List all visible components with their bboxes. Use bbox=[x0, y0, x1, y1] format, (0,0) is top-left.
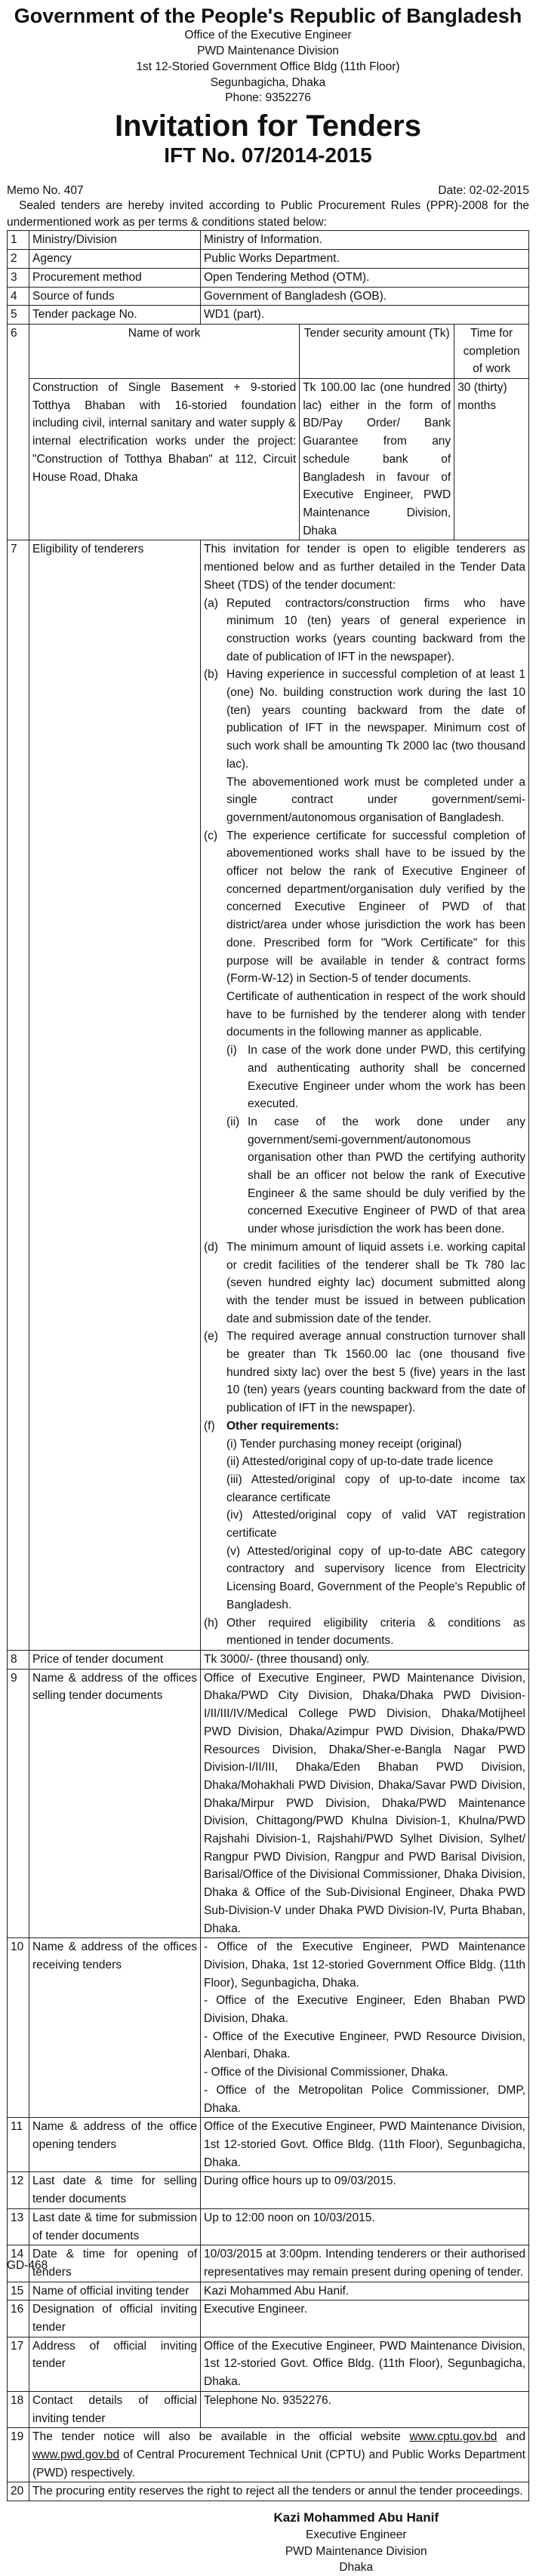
row-label: Last date & time for selling tender documents bbox=[29, 2172, 201, 2208]
row-number: 7 bbox=[8, 540, 29, 1651]
table-row bbox=[8, 1651, 529, 1670]
table-row bbox=[8, 2118, 529, 2172]
footer-code: GD-468 bbox=[7, 2259, 48, 2272]
row-number: 20 bbox=[8, 2482, 29, 2501]
list-key: (c) bbox=[204, 829, 218, 842]
cptu-website-link[interactable]: www.cptu.gov.bd bbox=[409, 2430, 497, 2444]
list-key: (f) bbox=[204, 1419, 215, 1433]
row-label: Procurement method bbox=[29, 268, 201, 287]
notice-title: Invitation for Tenders bbox=[115, 109, 421, 143]
website-notice bbox=[29, 2428, 529, 2482]
row-number: 9 bbox=[8, 1669, 29, 1938]
notice-text: of Central Procurement Technical Unit (CPTU) and Public Works Department (PWD) respectively. bbox=[32, 2448, 525, 2479]
signature-block bbox=[7, 2509, 529, 2576]
tender-notice bbox=[7, 5, 529, 2574]
table-row bbox=[8, 540, 529, 1651]
notice-text: and bbox=[497, 2430, 526, 2444]
row-value: Office of Executive Engineer, PWD Maintenance Division, Dhaka/PWD City Division, Dhaka/Dhaka PWD Division-I/II/III/IV/Medical College PWD Division, Dhaka/Motijheel PWD Division, Dhaka/Azimpur PWD Division, Dhaka/PWD Resources Division, Dhaka/Sher-e-Bangla Nagar PWD Division-I/II/III, Dhaka/Eden Bhaban PWD Division, Dhaka/Mohakhali PWD Division, Dhaka/Savar PWD Division, Dhaka/Mirpur PWD Division, Dhaka/PWD Maintenance Division, Chittagong/PWD Khulna Division-1, Khulna/PWD Rajshahi Division-1, Rajshahi/PWD Sylhet Division, Sylhet/ Rangpur PWD Division, Rangpur and PWD Barisal Division, Barisal/Office of the Divisional Commissioner, Dhaka Division, Dhaka & Office of the Sub-Divisional Engineer, Dhaka PWD Sub-Division-V under Dhaka PWD Division-IV, Purta Bhaban, Dhaka. bbox=[201, 1669, 529, 1938]
office-name: Office of the Executive Engineer bbox=[184, 28, 352, 42]
list-key: (b) bbox=[204, 668, 218, 682]
row-label: Contact details of official inviting tender bbox=[29, 2391, 201, 2427]
column-header-time: Time for completion of work bbox=[454, 324, 529, 378]
table-row bbox=[8, 231, 529, 250]
tender-table bbox=[7, 230, 529, 2501]
notice-text: The tender notice will also be available in the official website bbox=[32, 2430, 410, 2444]
table-row bbox=[8, 268, 529, 287]
requirement-item: (iv) Attested/original copy of valid VAT registration certificate bbox=[226, 1509, 525, 1540]
column-header-work: Name of work bbox=[29, 324, 300, 378]
list-item bbox=[204, 1417, 525, 1436]
row-number: 2 bbox=[8, 250, 29, 269]
list-key: (ii) bbox=[226, 1115, 240, 1128]
table-row bbox=[8, 2301, 529, 2337]
completion-time: 30 (thirty) months bbox=[454, 379, 529, 540]
row-label: Eligibility of tenderers bbox=[29, 540, 201, 1651]
row-value: Tk 3000/- (three thousand) only. bbox=[201, 1651, 529, 1670]
row-label: Tender package No. bbox=[29, 306, 201, 325]
row-number: 17 bbox=[8, 2337, 29, 2391]
eligibility-details bbox=[201, 540, 529, 1651]
table-row bbox=[8, 2428, 529, 2482]
row-number: 5 bbox=[8, 306, 29, 325]
building-address: 1st 12-Storied Government Office Bldg (11th Floor) bbox=[136, 60, 400, 73]
row-number: 1 bbox=[8, 231, 29, 250]
row-value: 10/03/2015 at 3:00pm. Intending tenderers or their authorised representatives may remain present during opening of tender. bbox=[201, 2245, 529, 2282]
row-number: 16 bbox=[8, 2301, 29, 2337]
row-label: Name & address of the office opening tenders bbox=[29, 2118, 201, 2172]
memo-line bbox=[7, 184, 529, 198]
row-number: 4 bbox=[8, 287, 29, 306]
ift-number: IFT No. 07/2014-2015 bbox=[164, 143, 372, 168]
row-label: Name of official inviting tender bbox=[29, 2282, 201, 2301]
row-value: Public Works Department. bbox=[201, 250, 529, 269]
row-label: Ministry/Division bbox=[29, 231, 201, 250]
sub-list-item bbox=[204, 1113, 525, 1239]
list-item bbox=[204, 666, 525, 773]
row-number: 18 bbox=[8, 2391, 29, 2427]
table-row bbox=[8, 324, 529, 378]
table-row bbox=[8, 2208, 529, 2245]
list-item bbox=[204, 1239, 525, 1328]
requirement-item: (v) Attested/original copy of up-to-date ABC category contractory and supervisory licence from Electricity Licensing Board, Government of the People's Republic of Bangladesh. bbox=[226, 1544, 525, 1611]
list-key: (d) bbox=[204, 1240, 218, 1254]
memo-number: Memo No. 407 bbox=[7, 184, 84, 198]
row-number: 14 bbox=[8, 2245, 29, 2282]
signatory-city: Dhaka bbox=[339, 2561, 374, 2574]
row-label: Name & address of the offices selling tender documents bbox=[29, 1669, 201, 1938]
signatory-name: Kazi Mohammed Abu Hanif bbox=[273, 2510, 439, 2525]
signatory-division: PWD Maintenance Division bbox=[285, 2544, 427, 2558]
list-item bbox=[204, 1328, 525, 1417]
phone: Phone: 9352276 bbox=[225, 91, 311, 105]
row-value: Open Tendering Method (OTM). bbox=[201, 268, 529, 287]
list-continuation: The abovementioned work must be completed under a single contract under government/semi-government/autonomous organisation of Bangladesh. bbox=[226, 775, 525, 824]
table-row bbox=[8, 2337, 529, 2391]
row-label: Price of tender document bbox=[29, 1651, 201, 1670]
table-row bbox=[8, 379, 529, 540]
row-value: Government of Bangladesh (GOB). bbox=[201, 287, 529, 306]
intro-paragraph: Sealed tenders are hereby invited according to Public Procurement Rules (PPR)-2008 for the undermentioned work as per terms & conditions stated below: bbox=[7, 199, 529, 229]
requirement-item: (i) Tender purchasing money receipt (original) bbox=[226, 1437, 462, 1451]
list-text: Reputed contractors/construction firms who have minimum 10 (ten) years of general experience in construction works (years counting backward from the date of publication of IFT in the newspaper). bbox=[226, 596, 525, 663]
row-value: Office of the Executive Engineer, PWD Maintenance Division, 1st 12-storied Govt. Office Bldg. (11th Floor), Segunbagicha, Dhaka. bbox=[201, 2118, 529, 2172]
row-number: 10 bbox=[8, 1938, 29, 2118]
table-row bbox=[8, 2482, 529, 2501]
table-row bbox=[8, 1938, 529, 2118]
row-value: Up to 12:00 noon on 10/03/2015. bbox=[201, 2208, 529, 2245]
row-value: Kazi Mohammed Abu Hanif. bbox=[201, 2282, 529, 2301]
receiving-office: - Office of the Executive Engineer, Eden Bhaban PWD Division, Dhaka. bbox=[204, 1994, 525, 2026]
row-value: Executive Engineer. bbox=[201, 2301, 529, 2337]
row-number: 19 bbox=[8, 2428, 29, 2482]
list-continuation: Certificate of authentication in respect of the work should have to be furnished by the tenderer along with tender documents in the following manner as applicable. bbox=[226, 989, 525, 1039]
division-name: PWD Maintenance Division bbox=[197, 44, 339, 57]
pwd-website-link[interactable]: www.pwd.gov.bd bbox=[32, 2448, 120, 2461]
memo-date: Date: 02-02-2015 bbox=[438, 184, 529, 198]
row-number: 6 bbox=[8, 324, 29, 540]
column-header-security: Tender security amount (Tk) bbox=[300, 324, 454, 378]
row-label: Name & address of the offices receiving tenders bbox=[29, 1938, 201, 2118]
table-row bbox=[8, 2245, 529, 2282]
security-amount: Tk 100.00 lac (one hundred lac) either in the form of BD/Pay Order/ Bank Guarantee from any schedule bank of Bangladesh in favour of Executive Engineer, PWD Maintenance Division, Dhaka bbox=[300, 379, 454, 540]
table-row bbox=[8, 2391, 529, 2427]
receiving-office: - Office of the Divisional Commissioner, Dhaka. bbox=[204, 2066, 448, 2079]
list-text: Other required eligibility criteria & conditions as mentioned in tender documents. bbox=[226, 1616, 525, 1648]
list-text: The minimum amount of liquid assets i.e. working capital or credit facilities of the tenderer shall be Tk 780 lac (seven hundred eighty lac) document submitted along with the tender must be issued in between publication date and submission date of the tender. bbox=[226, 1240, 525, 1325]
list-text: Other requirements: bbox=[226, 1419, 340, 1433]
list-key: (e) bbox=[204, 1330, 218, 1343]
row-number: 8 bbox=[8, 1651, 29, 1670]
list-text: The experience certificate for successful completion of abovementioned works shall have to be issued by the officer not below the rank of Executive Engineer of concerned department/organisation duly verified by the concerned Executive Engineer of PWD of that district/area under whose jurisdiction the work has been done. Prescribed form for "Work Certificate" for this purpose will be available in tender & contract forms (Form-W-12) in Section-5 of tender documents. bbox=[226, 829, 525, 986]
table-row bbox=[8, 2172, 529, 2208]
row-value: Ministry of Information. bbox=[201, 231, 529, 250]
list-key: (a) bbox=[204, 596, 218, 610]
row-label: Designation of official inviting tender bbox=[29, 2301, 201, 2337]
list-item bbox=[204, 1614, 525, 1650]
list-text: Having experience in successful completion of at least 1 (one) No. building construction work during the last 10 (ten) years counting backward from the date of publication of IFT in the newspaper. Minimum cost of such work shall be amounting Tk 2000 lac (two thousand lac). bbox=[226, 668, 525, 771]
table-row bbox=[8, 306, 529, 325]
row-label: Date & time for opening of tenders bbox=[29, 2245, 201, 2282]
list-text: The required average annual construction turnover shall be greater than Tk 1560.00 lac (one thousand five hundred sixty lac) over the best 5 (five) years in the last 10 (ten) years (years counting backward from the date of publication of IFT in the newspaper). bbox=[226, 1330, 525, 1415]
receiving-office: - Office of the Executive Engineer, PWD Resource Division, Alenbari, Dhaka. bbox=[204, 2030, 525, 2061]
row-number: 13 bbox=[8, 2208, 29, 2245]
government-heading: Government of the People's Republic of Bangladesh bbox=[14, 5, 522, 27]
table-row bbox=[8, 1669, 529, 1938]
row-value bbox=[201, 1938, 529, 2118]
row-value: During office hours up to 09/03/2015. bbox=[201, 2172, 529, 2208]
row-number: 12 bbox=[8, 2172, 29, 2208]
eligibility-intro: This invitation for tender is open to eligible tenderers as mentioned below and as further detailed in the Tender Data Sheet (TDS) of the tender document: bbox=[204, 543, 525, 592]
table-row bbox=[8, 250, 529, 269]
row-value: The procuring entity reserves the right to reject all the tenders or annul the tender proceedings. bbox=[29, 2482, 529, 2501]
requirement-item: (ii) Attested/original copy of up-to-date trade licence bbox=[226, 1455, 494, 1469]
requirement-item: (iii) Attested/original copy of up-to-date income tax clearance certificate bbox=[226, 1473, 525, 1504]
list-key: (h) bbox=[204, 1616, 218, 1630]
row-value: Telephone No. 9352276. bbox=[201, 2391, 529, 2427]
receiving-office: - Office of the Executive Engineer, PWD Maintenance Division, Dhaka, 1st 12-storied Government Office Bldg. (11th Floor), Segunbagicha, Dhaka. bbox=[204, 1940, 525, 1990]
list-key: (i) bbox=[226, 1044, 237, 1057]
list-item bbox=[204, 827, 525, 988]
list-text: In case of the work done under PWD, this certifying and authenticating authority shall be concerned Executive Engineer under whom the work has been executed. bbox=[248, 1044, 525, 1111]
sub-list-item bbox=[204, 1042, 525, 1113]
work-description: Construction of Single Basement + 9-storied Totthya Bhaban with 16-storied foundation including civil, internal sanitary and water supply & internal electrification works under the project: "Construction of Totthya Bhaban" at 112, Circuit House Road, Dhaka bbox=[29, 379, 300, 540]
row-label: Agency bbox=[29, 250, 201, 269]
receiving-office: - Office of the Metropolitan Police Commissioner, DMP, Dhaka. bbox=[204, 2083, 525, 2115]
row-label: Address of official inviting tender bbox=[29, 2337, 201, 2391]
row-number: 11 bbox=[8, 2118, 29, 2172]
location: Segunbagicha, Dhaka bbox=[210, 75, 326, 89]
row-label: Source of funds bbox=[29, 287, 201, 306]
table-row bbox=[8, 2282, 529, 2301]
row-number: 3 bbox=[8, 268, 29, 287]
list-text: In case of the work done under any government/semi-government/autonomous organisation other than PWD the certifying authority shall be an officer not below the rank of Executive Engineer & the same should be duly verified by the concerned Executive Engineer of PWD of that area under whose jurisdiction the work has been done. bbox=[248, 1115, 525, 1236]
row-number: 15 bbox=[8, 2282, 29, 2301]
row-value: WD1 (part). bbox=[201, 306, 529, 325]
row-label: Last date & time for submission of tender documents bbox=[29, 2208, 201, 2245]
table-row bbox=[8, 287, 529, 306]
list-item bbox=[204, 595, 525, 666]
row-value: Office of the Executive Engineer, PWD Maintenance Division, 1st 12-storied Govt. Office Bldg. (11th Floor), Segunbagicha, Dhaka. bbox=[201, 2337, 529, 2391]
signatory-designation: Executive Engineer bbox=[305, 2528, 407, 2541]
